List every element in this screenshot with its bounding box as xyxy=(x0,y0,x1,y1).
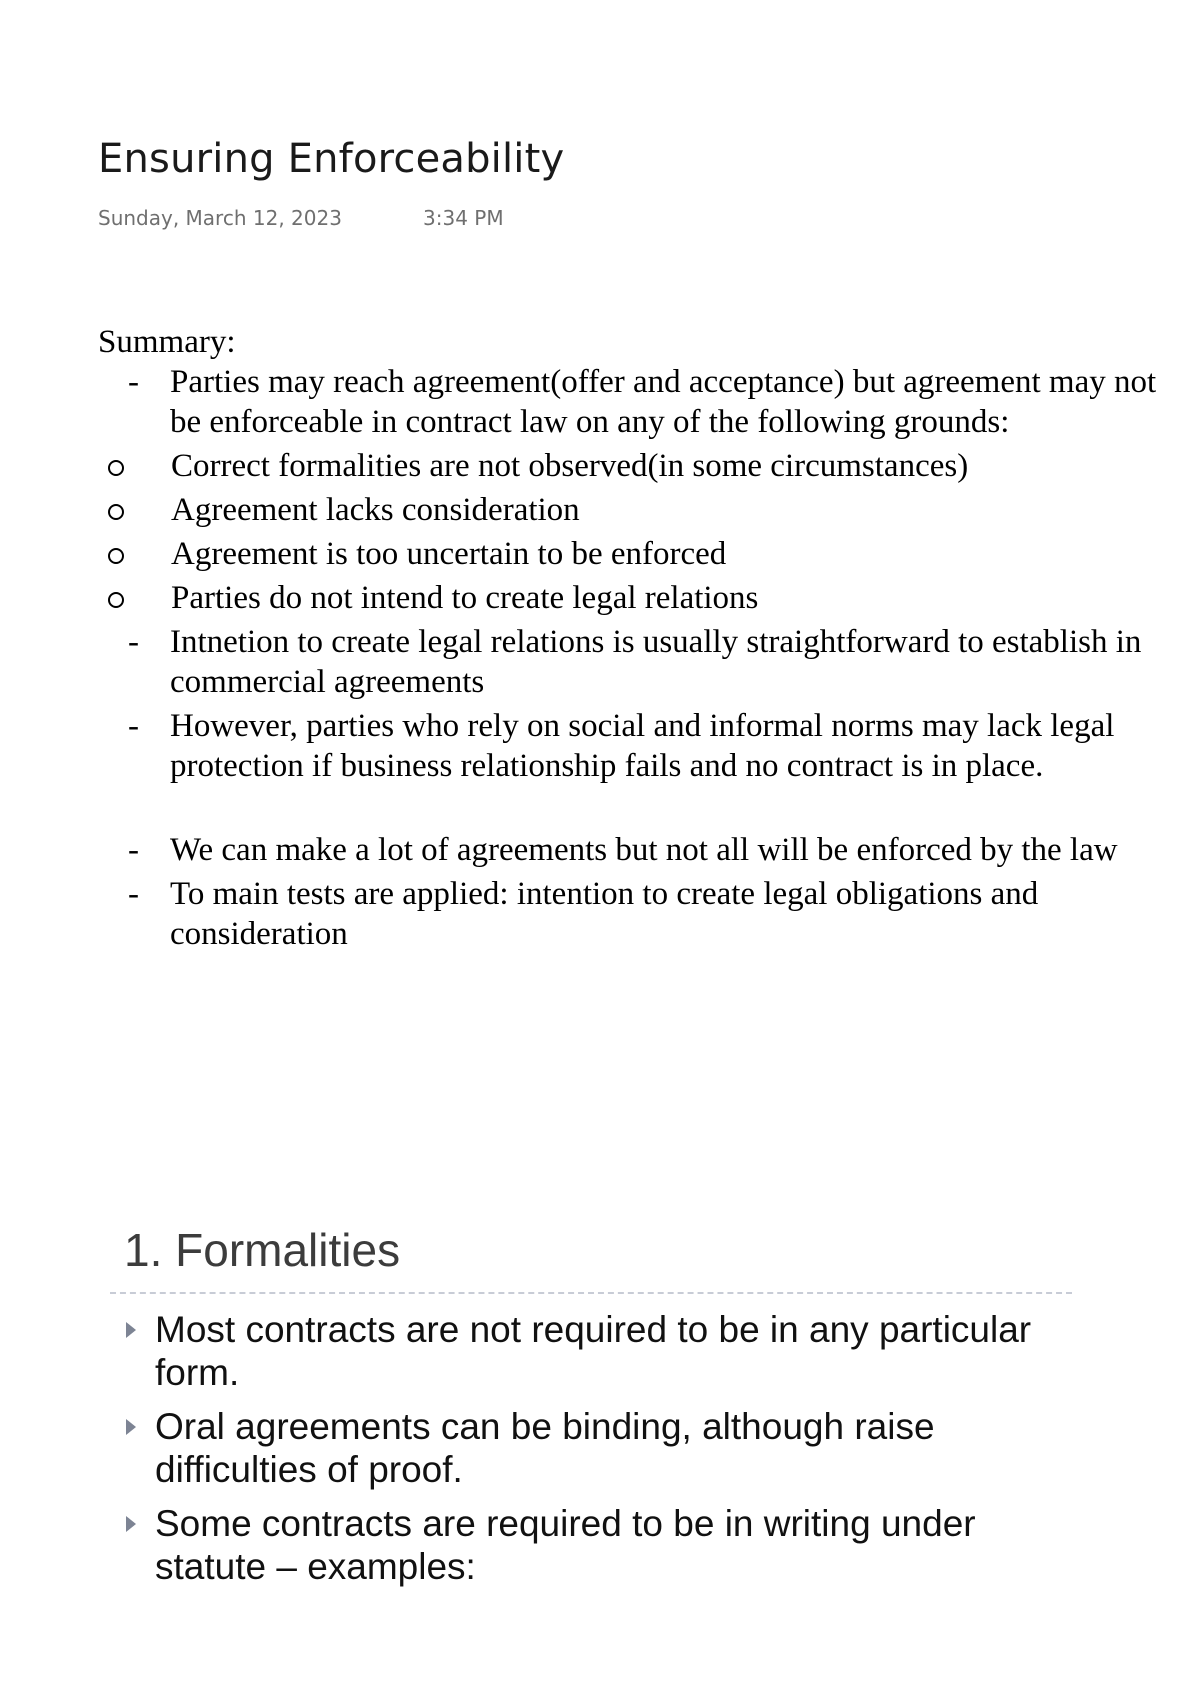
summary-item-text: Parties may reach agreement(offer and acceptance) but agreement may not be enforceable in contract law on any of the following grounds: xyxy=(170,364,1157,440)
circle-bullet-icon xyxy=(108,504,124,520)
slide-bullet xyxy=(110,1502,1080,1588)
slide-title: 1. Formalities xyxy=(124,1224,401,1276)
summary-item xyxy=(98,706,1178,786)
summary-item-text: To main tests are applied: intention to create legal obligations and consideration xyxy=(170,876,1039,952)
summary-item xyxy=(98,874,1178,954)
triangle-bullet-icon xyxy=(126,1322,136,1338)
blank-line xyxy=(98,786,1178,830)
circle-bullet-icon xyxy=(108,460,124,476)
grounds-item xyxy=(98,534,1178,574)
triangle-bullet-icon xyxy=(126,1516,136,1532)
dash-bullet-icon: - xyxy=(128,364,139,400)
summary-item xyxy=(98,362,1178,442)
summary-label: Summary: xyxy=(98,324,236,360)
grounds-item-text: Agreement is too uncertain to be enforced xyxy=(171,536,727,572)
slide-bullet xyxy=(110,1308,1080,1394)
dash-bullet-icon: - xyxy=(128,832,139,868)
slide-bullet-list xyxy=(110,1308,1080,1588)
grounds-item-text: Parties do not intend to create legal relations xyxy=(171,580,759,616)
slide-bullet-text: Some contracts are required to be in writing under statute – examples: xyxy=(155,1503,976,1587)
triangle-bullet-icon xyxy=(126,1419,136,1435)
embedded-slide xyxy=(110,1222,1080,1599)
slide-bullet-text: Oral agreements can be binding, although raise difficulties of proof. xyxy=(155,1406,935,1490)
summary-item xyxy=(98,830,1178,870)
dash-bullet-icon: - xyxy=(128,708,139,744)
dash-bullet-icon: - xyxy=(128,624,139,660)
note-time: 3:34 PM xyxy=(423,206,504,230)
summary-item-text: Intnetion to create legal relations is usually straightforward to establish in commercial agreements xyxy=(170,624,1142,700)
slide-bullet-text: Most contracts are not required to be in any particular form. xyxy=(155,1309,1032,1393)
note-date: Sunday, March 12, 2023 xyxy=(98,206,342,230)
summary-section xyxy=(98,322,1178,954)
slide-divider xyxy=(110,1292,1072,1294)
circle-bullet-icon xyxy=(108,592,124,608)
summary-item-text: However, parties who rely on social and informal norms may lack legal protection if business relationship fails and no contract is in place. xyxy=(170,708,1115,784)
grounds-item xyxy=(98,578,1178,618)
summary-item-text: We can make a lot of agreements but not all will be enforced by the law xyxy=(170,832,1118,868)
summary-item xyxy=(98,622,1178,702)
grounds-item xyxy=(98,490,1178,530)
grounds-item xyxy=(98,446,1178,486)
page-title: Ensuring Enforceability xyxy=(98,136,565,182)
grounds-item-text: Agreement lacks consideration xyxy=(171,492,580,528)
circle-bullet-icon xyxy=(108,548,124,564)
dash-bullet-icon: - xyxy=(128,876,139,912)
grounds-item-text: Correct formalities are not observed(in some circumstances) xyxy=(171,448,969,484)
grounds-list xyxy=(98,446,1178,618)
slide-bullet xyxy=(110,1405,1080,1491)
